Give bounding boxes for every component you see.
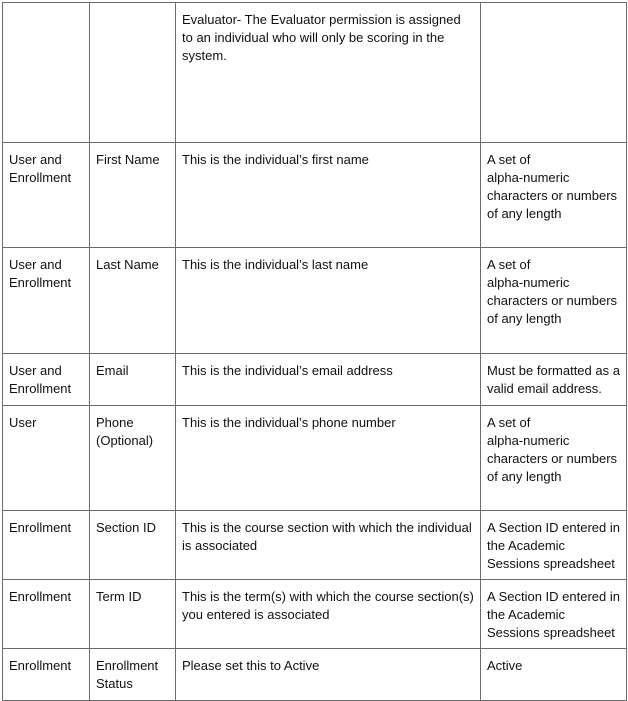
description-cell: This is the individual’s first name [176,143,481,248]
entity-cell: User and Enrollment [3,143,90,248]
format-cell [481,3,627,143]
field-name-cell [90,3,176,143]
entity-cell: Enrollment [3,649,90,701]
format-cell: Must be formatted as a valid email address. [481,354,627,406]
table-row [3,3,627,143]
field-definitions-table [2,2,627,701]
format-cell: Active [481,649,627,701]
field-name-cell: Enrollment Status [90,649,176,701]
description-cell: Evaluator- The Evaluator permission is assigned to an individual who will only be scoring in the system. [176,3,481,143]
entity-cell: Enrollment [3,580,90,649]
field-name-cell: First Name [90,143,176,248]
table-row [3,248,627,354]
field-name-cell: Last Name [90,248,176,354]
field-name-cell: Section ID [90,511,176,580]
field-name-cell: Phone (Optional) [90,406,176,511]
entity-cell: User and Enrollment [3,354,90,406]
format-cell: A set of alpha-numeric characters or numbers of any length [481,143,627,248]
entity-cell: User [3,406,90,511]
format-cell: A set of alpha-numeric characters or numbers of any length [481,248,627,354]
format-cell: A Section ID entered in the Academic Sessions spreadsheet [481,511,627,580]
table-row [3,649,627,701]
description-cell: Please set this to Active [176,649,481,701]
table-row [3,143,627,248]
description-cell: This is the individual’s last name [176,248,481,354]
description-cell: This is the course section with which the individual is associated [176,511,481,580]
description-cell: This is the individual’s email address [176,354,481,406]
entity-cell [3,3,90,143]
table-row [3,354,627,406]
format-cell: A set of alpha-numeric characters or numbers of any length [481,406,627,511]
table-row [3,511,627,580]
entity-cell: User and Enrollment [3,248,90,354]
entity-cell: Enrollment [3,511,90,580]
description-cell: This is the individual’s phone number [176,406,481,511]
field-name-cell: Term ID [90,580,176,649]
field-name-cell: Email [90,354,176,406]
table-row [3,406,627,511]
description-cell: This is the term(s) with which the course section(s) you entered is associated [176,580,481,649]
format-cell: A Section ID entered in the Academic Sessions spreadsheet [481,580,627,649]
table-row [3,580,627,649]
